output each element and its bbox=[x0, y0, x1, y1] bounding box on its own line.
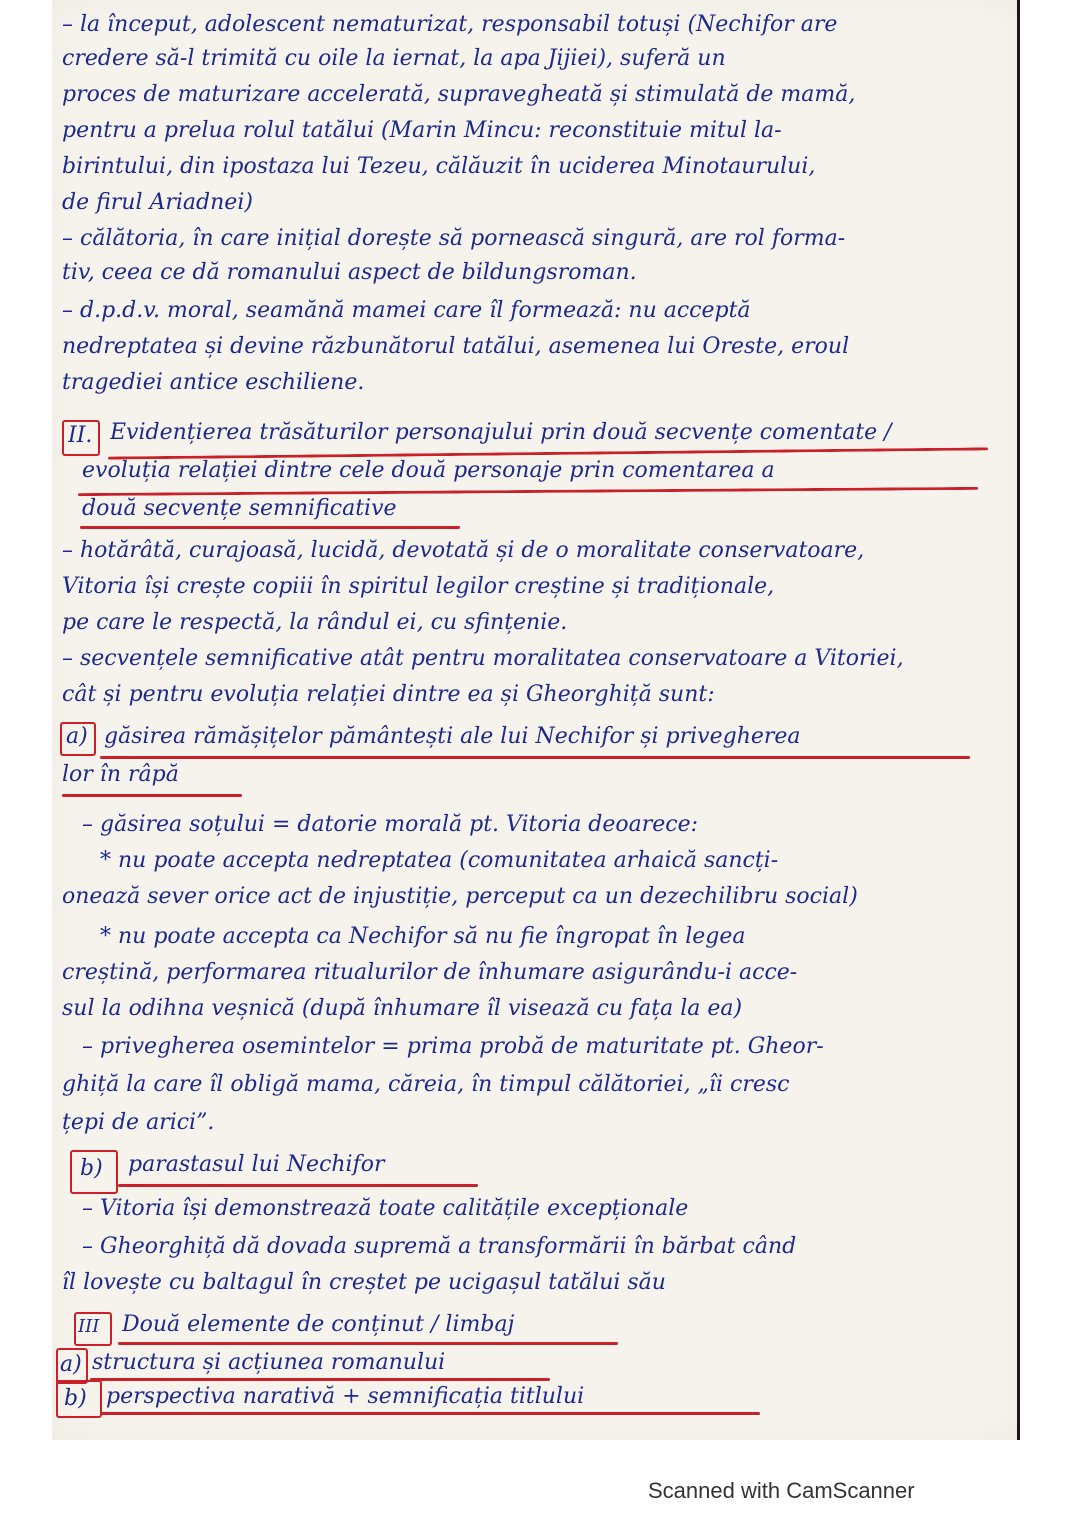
text-line: proces de maturizare accelerată, supravegheată și stimulată de mamă, bbox=[62, 82, 856, 107]
text-line: credere să-l trimită cu oile la iernat, la apa Jijiei), suferă un bbox=[62, 46, 726, 71]
item-title: lor în râpă bbox=[62, 762, 179, 787]
item-label: b) bbox=[64, 1386, 87, 1411]
text-line: Vitoria își crește copiii în spiritul legilor creștine și tradiționale, bbox=[62, 574, 775, 599]
text-line: onează sever orice act de injustiție, perceput ca un dezechilibru social) bbox=[62, 884, 858, 909]
red-underline bbox=[62, 794, 242, 797]
section-title: Două elemente de conținut / limbaj bbox=[122, 1312, 515, 1337]
red-underline bbox=[90, 1378, 550, 1381]
text-line: * nu poate accepta nedreptatea (comunitatea arhaică sancți- bbox=[100, 848, 779, 873]
text-line: nedreptatea și devine răzbunătorul tatălui, asemenea lui Oreste, eroul bbox=[62, 334, 850, 359]
section-title: Evidențierea trăsăturilor personajului prin două secvențe comentate / bbox=[110, 420, 892, 445]
item-title: structura și acțiunea romanului bbox=[92, 1350, 446, 1375]
text-line: tragediei antice eschiliene. bbox=[62, 370, 365, 395]
red-underline bbox=[118, 1342, 618, 1345]
text-line: – d.p.d.v. moral, seamănă mamei care îl formează: nu acceptă bbox=[62, 298, 751, 323]
section-number: III bbox=[78, 1316, 100, 1337]
text-line: – privegherea osemintelor = prima probă de maturitate pt. Gheor- bbox=[82, 1034, 824, 1059]
text-line: * nu poate accepta ca Nechifor să nu fie îngropat în legea bbox=[100, 924, 746, 949]
text-line: țepi de arici”. bbox=[62, 1110, 215, 1135]
section-title: evoluția relației dintre cele două personaje prin comentarea a bbox=[82, 458, 775, 483]
red-underline bbox=[100, 756, 970, 759]
text-line: creștină, performarea ritualurilor de înhumare asigurându-i acce- bbox=[62, 960, 798, 985]
text-line: de firul Ariadnei) bbox=[62, 190, 253, 215]
item-title: găsirea rămășițelor pământești ale lui Nechifor și privegherea bbox=[104, 724, 801, 749]
item-title: parastasul lui Nechifor bbox=[128, 1152, 385, 1177]
text-line: tiv, ceea ce dă romanului aspect de bildungsroman. bbox=[62, 260, 637, 285]
section-number: II. bbox=[68, 423, 93, 448]
text-line: pe care le respectă, la rândul ei, cu sfințenie. bbox=[62, 610, 568, 635]
scanner-watermark: Scanned with CamScanner bbox=[648, 1478, 915, 1503]
red-underline bbox=[118, 1184, 478, 1187]
text-line: cât și pentru evoluția relației dintre ea și Gheorghiță sunt: bbox=[62, 682, 715, 707]
text-line: – hotărâtă, curajoasă, lucidă, devotată și de o moralitate conservatoare, bbox=[62, 538, 865, 563]
text-line: – călătoria, în care inițial dorește să pornească singură, are rol forma- bbox=[62, 226, 846, 251]
red-underline bbox=[80, 526, 460, 529]
text-line: ghiță la care îl obligă mama, căreia, în timpul călătoriei, „îi cresc bbox=[62, 1072, 790, 1097]
text-line: – la început, adolescent nematurizat, responsabil totuși (Nechifor are bbox=[62, 12, 838, 37]
text-line: sul la odihna veșnică (după înhumare îl visează cu fața la ea) bbox=[62, 996, 743, 1021]
text-line: birintului, din ipostaza lui Tezeu, călăuzit în uciderea Minotaurului, bbox=[62, 154, 816, 179]
item-title: perspectiva narativă + semnificația titlului bbox=[106, 1384, 585, 1409]
item-label: a) bbox=[60, 1352, 82, 1377]
section-title: două secvențe semnificative bbox=[82, 496, 397, 521]
text-line: – secvențele semnificative atât pentru moralitatea conservatoare a Vitoriei, bbox=[62, 646, 904, 671]
item-label: b) bbox=[80, 1156, 103, 1181]
text-line: – Vitoria își demonstrează toate calitățile excepționale bbox=[82, 1196, 689, 1221]
scanned-page bbox=[52, 0, 1020, 1440]
item-label: a) bbox=[66, 724, 88, 749]
red-underline bbox=[100, 1412, 760, 1415]
text-line: îl lovește cu baltagul în creștet pe ucigașul tatălui său bbox=[62, 1270, 666, 1295]
text-line: – Gheorghiță dă dovada supremă a transformării în bărbat când bbox=[82, 1234, 797, 1259]
text-line: pentru a prelua rolul tatălui (Marin Mincu: reconstituie mitul la- bbox=[62, 118, 782, 143]
text-line: – găsirea soțului = datorie morală pt. Vitoria deoarece: bbox=[82, 812, 699, 837]
